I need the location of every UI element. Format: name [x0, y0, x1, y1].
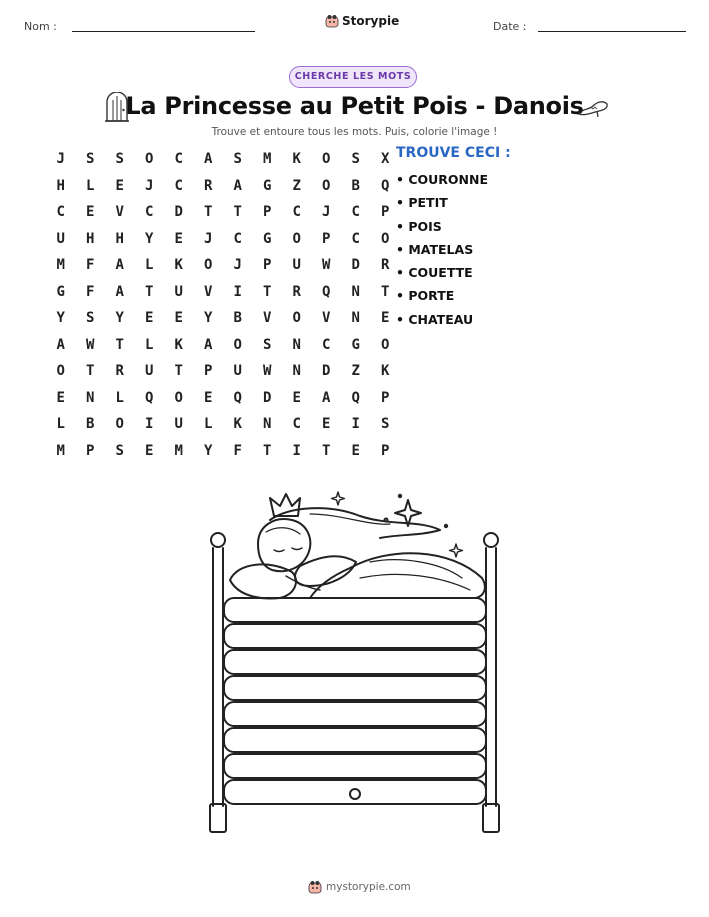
- grid-letter[interactable]: I: [233, 283, 242, 300]
- grid-letter[interactable]: P: [263, 204, 272, 221]
- grid-letter[interactable]: I: [351, 416, 360, 433]
- grid-letter[interactable]: V: [115, 204, 124, 221]
- grid-letter[interactable]: E: [322, 416, 331, 433]
- grid-letter[interactable]: M: [56, 257, 65, 274]
- word-list: [396, 172, 488, 335]
- grid-letter[interactable]: J: [56, 151, 65, 168]
- word-item: • CHATEAU: [396, 311, 474, 327]
- grid-letter[interactable]: R: [115, 363, 124, 380]
- word-search-grid[interactable]: [46, 146, 400, 464]
- grid-letter[interactable]: O: [292, 310, 301, 327]
- grid-letter[interactable]: V: [204, 283, 213, 300]
- grid-letter[interactable]: D: [263, 389, 272, 406]
- word-item: • POIS: [396, 218, 442, 234]
- grid-letter[interactable]: F: [86, 283, 95, 300]
- grid-letter[interactable]: E: [145, 310, 154, 327]
- grid-letter[interactable]: Q: [322, 283, 331, 300]
- grid-letter[interactable]: I: [292, 442, 301, 459]
- grid-letter[interactable]: P: [381, 442, 390, 459]
- grid-letter[interactable]: S: [351, 151, 360, 168]
- grid-row: [46, 199, 400, 226]
- grid-letter[interactable]: G: [263, 177, 272, 194]
- grid-letter[interactable]: C: [351, 230, 360, 247]
- grid-letter[interactable]: J: [145, 177, 154, 194]
- grid-letter[interactable]: O: [174, 389, 183, 406]
- grid-letter[interactable]: A: [115, 283, 124, 300]
- title-row: [0, 92, 709, 120]
- grid-letter[interactable]: K: [174, 257, 183, 274]
- grid-letter[interactable]: Q: [233, 389, 242, 406]
- grid-letter[interactable]: A: [115, 257, 124, 274]
- grid-letter[interactable]: E: [204, 389, 213, 406]
- grid-letter[interactable]: G: [56, 283, 65, 300]
- grid-letter[interactable]: N: [351, 283, 360, 300]
- grid-letter[interactable]: R: [292, 283, 301, 300]
- grid-letter[interactable]: T: [115, 336, 124, 353]
- grid-letter[interactable]: C: [351, 204, 360, 221]
- slipper-icon: [577, 96, 609, 118]
- grid-letter[interactable]: E: [174, 310, 183, 327]
- grid-letter[interactable]: T: [86, 363, 95, 380]
- grid-letter[interactable]: N: [263, 416, 272, 433]
- date-label: Date :: [493, 20, 527, 33]
- grid-letter[interactable]: U: [292, 257, 301, 274]
- grid-letter[interactable]: K: [233, 416, 242, 433]
- grid-letter[interactable]: A: [56, 336, 65, 353]
- grid-letter[interactable]: K: [292, 151, 301, 168]
- grid-letter[interactable]: O: [381, 336, 390, 353]
- footer-url[interactable]: mystorypie.com: [326, 881, 411, 893]
- grid-letter[interactable]: T: [322, 442, 331, 459]
- grid-letter[interactable]: C: [145, 204, 154, 221]
- brand: [325, 14, 399, 28]
- grid-letter[interactable]: E: [86, 204, 95, 221]
- grid-letter[interactable]: S: [86, 310, 95, 327]
- grid-letter[interactable]: Z: [351, 363, 360, 380]
- grid-letter[interactable]: O: [233, 336, 242, 353]
- grid-letter[interactable]: O: [145, 151, 154, 168]
- storypie-logo-icon: [308, 880, 322, 894]
- grid-letter[interactable]: L: [86, 177, 95, 194]
- grid-letter[interactable]: T: [174, 363, 183, 380]
- grid-letter[interactable]: O: [56, 363, 65, 380]
- grid-letter[interactable]: N: [351, 310, 360, 327]
- word-item: • COURONNE: [396, 172, 489, 187]
- grid-letter[interactable]: S: [233, 151, 242, 168]
- grid-letter[interactable]: O: [322, 151, 331, 168]
- grid-letter[interactable]: C: [292, 416, 301, 433]
- grid-letter[interactable]: L: [115, 389, 124, 406]
- grid-letter[interactable]: C: [292, 204, 301, 221]
- grid-letter[interactable]: K: [381, 363, 390, 380]
- grid-letter[interactable]: O: [381, 230, 390, 247]
- grid-letter[interactable]: K: [174, 336, 183, 353]
- grid-letter[interactable]: J: [204, 230, 213, 247]
- grid-letter[interactable]: F: [233, 442, 242, 459]
- grid-row: [46, 411, 400, 438]
- grid-letter[interactable]: S: [86, 151, 95, 168]
- grid-letter[interactable]: L: [204, 416, 213, 433]
- grid-letter[interactable]: U: [233, 363, 242, 380]
- grid-letter[interactable]: H: [86, 230, 95, 247]
- storypie-logo-icon: [325, 14, 339, 28]
- grid-letter[interactable]: H: [56, 177, 65, 194]
- grid-row: [46, 252, 400, 279]
- word-list-title: TROUVE CECI :: [396, 145, 511, 161]
- grid-letter[interactable]: O: [322, 177, 331, 194]
- instructions: Trouve et entoure tous les mots. Puis, colorie l'image !: [211, 126, 498, 138]
- grid-letter[interactable]: A: [204, 336, 213, 353]
- grid-letter[interactable]: O: [292, 230, 301, 247]
- grid-letter[interactable]: X: [381, 151, 390, 168]
- grid-letter[interactable]: E: [115, 177, 124, 194]
- grid-letter[interactable]: O: [204, 257, 213, 274]
- grid-row: [46, 226, 400, 253]
- grid-letter[interactable]: D: [351, 257, 360, 274]
- grid-letter[interactable]: C: [233, 230, 242, 247]
- grid-letter[interactable]: M: [263, 151, 272, 168]
- grid-letter[interactable]: M: [174, 442, 183, 459]
- grid-letter[interactable]: Y: [204, 442, 213, 459]
- grid-letter[interactable]: M: [56, 442, 65, 459]
- grid-letter[interactable]: O: [115, 416, 124, 433]
- grid-letter[interactable]: S: [115, 151, 124, 168]
- grid-letter[interactable]: U: [174, 416, 183, 433]
- grid-letter[interactable]: E: [292, 389, 301, 406]
- grid-letter[interactable]: Q: [145, 389, 154, 406]
- grid-letter[interactable]: D: [322, 363, 331, 380]
- activity-badge: CHERCHE LES MOTS: [289, 66, 417, 88]
- grid-letter[interactable]: R: [204, 177, 213, 194]
- grid-letter[interactable]: T: [263, 442, 272, 459]
- grid-row: [46, 146, 400, 173]
- grid-letter[interactable]: N: [292, 336, 301, 353]
- grid-letter[interactable]: C: [174, 177, 183, 194]
- grid-letter[interactable]: V: [322, 310, 331, 327]
- grid-letter[interactable]: L: [56, 416, 65, 433]
- grid-letter[interactable]: L: [145, 257, 154, 274]
- grid-letter[interactable]: S: [263, 336, 272, 353]
- grid-letter[interactable]: E: [381, 310, 390, 327]
- grid-row: [46, 279, 400, 306]
- grid-letter[interactable]: D: [174, 204, 183, 221]
- name-label: Nom :: [24, 20, 57, 33]
- grid-letter[interactable]: Z: [292, 177, 301, 194]
- grid-letter[interactable]: B: [351, 177, 360, 194]
- grid-letter[interactable]: E: [351, 442, 360, 459]
- word-item: • PETIT: [396, 195, 448, 211]
- name-line[interactable]: [72, 31, 255, 32]
- grid-letter[interactable]: E: [145, 442, 154, 459]
- grid-letter[interactable]: P: [322, 230, 331, 247]
- brand-name: Storypie: [342, 14, 400, 28]
- grid-letter[interactable]: Q: [381, 177, 390, 194]
- grid-letter[interactable]: H: [115, 230, 124, 247]
- grid-letter[interactable]: P: [381, 389, 390, 406]
- grid-letter[interactable]: T: [381, 283, 390, 300]
- grid-letter[interactable]: Q: [351, 389, 360, 406]
- grid-letter[interactable]: S: [115, 442, 124, 459]
- grid-letter[interactable]: T: [204, 204, 213, 221]
- grid-letter[interactable]: L: [145, 336, 154, 353]
- grid-letter[interactable]: P: [381, 204, 390, 221]
- door-icon: [104, 92, 130, 122]
- grid-letter[interactable]: P: [263, 257, 272, 274]
- grid-letter[interactable]: S: [381, 416, 390, 433]
- princess-bed-illustration: [200, 486, 510, 856]
- grid-letter[interactable]: U: [174, 283, 183, 300]
- grid-letter[interactable]: V: [263, 310, 272, 327]
- grid-letter[interactable]: F: [86, 257, 95, 274]
- grid-row: [46, 173, 400, 200]
- grid-letter[interactable]: T: [145, 283, 154, 300]
- grid-letter[interactable]: T: [233, 204, 242, 221]
- grid-letter[interactable]: R: [381, 257, 390, 274]
- grid-letter[interactable]: A: [322, 389, 331, 406]
- grid-row: [46, 438, 400, 465]
- grid-letter[interactable]: N: [292, 363, 301, 380]
- grid-letter[interactable]: P: [86, 442, 95, 459]
- grid-letter[interactable]: W: [86, 336, 95, 353]
- grid-letter[interactable]: C: [56, 204, 65, 221]
- grid-letter[interactable]: Y: [145, 230, 154, 247]
- grid-letter[interactable]: A: [204, 151, 213, 168]
- grid-letter[interactable]: E: [174, 230, 183, 247]
- grid-row: [46, 385, 400, 412]
- grid-letter[interactable]: C: [174, 151, 183, 168]
- word-item: • COUETTE: [396, 265, 473, 281]
- grid-letter[interactable]: Y: [56, 310, 65, 327]
- grid-letter[interactable]: N: [86, 389, 95, 406]
- grid-letter[interactable]: C: [322, 336, 331, 353]
- grid-letter[interactable]: P: [204, 363, 213, 380]
- grid-letter[interactable]: W: [263, 363, 272, 380]
- grid-letter[interactable]: G: [263, 230, 272, 247]
- grid-row: [46, 305, 400, 332]
- grid-letter[interactable]: J: [233, 257, 242, 274]
- grid-letter[interactable]: Y: [115, 310, 124, 327]
- grid-letter[interactable]: W: [322, 257, 331, 274]
- grid-row: [46, 332, 400, 359]
- grid-letter[interactable]: B: [86, 416, 95, 433]
- grid-letter[interactable]: Y: [204, 310, 213, 327]
- word-item: • MATELAS: [396, 241, 474, 257]
- grid-letter[interactable]: T: [263, 283, 272, 300]
- word-item: • PORTE: [396, 288, 455, 304]
- grid-letter[interactable]: E: [56, 389, 65, 406]
- grid-letter[interactable]: U: [56, 230, 65, 247]
- grid-letter[interactable]: J: [322, 204, 331, 221]
- grid-letter[interactable]: I: [145, 416, 154, 433]
- footer: [308, 880, 411, 894]
- page-title: La Princesse au Petit Pois - Danois: [125, 92, 584, 120]
- grid-row: [46, 358, 400, 385]
- grid-letter[interactable]: U: [145, 363, 154, 380]
- grid-letter[interactable]: G: [351, 336, 360, 353]
- grid-letter[interactable]: A: [233, 177, 242, 194]
- grid-letter[interactable]: B: [233, 310, 242, 327]
- date-line[interactable]: [538, 31, 686, 32]
